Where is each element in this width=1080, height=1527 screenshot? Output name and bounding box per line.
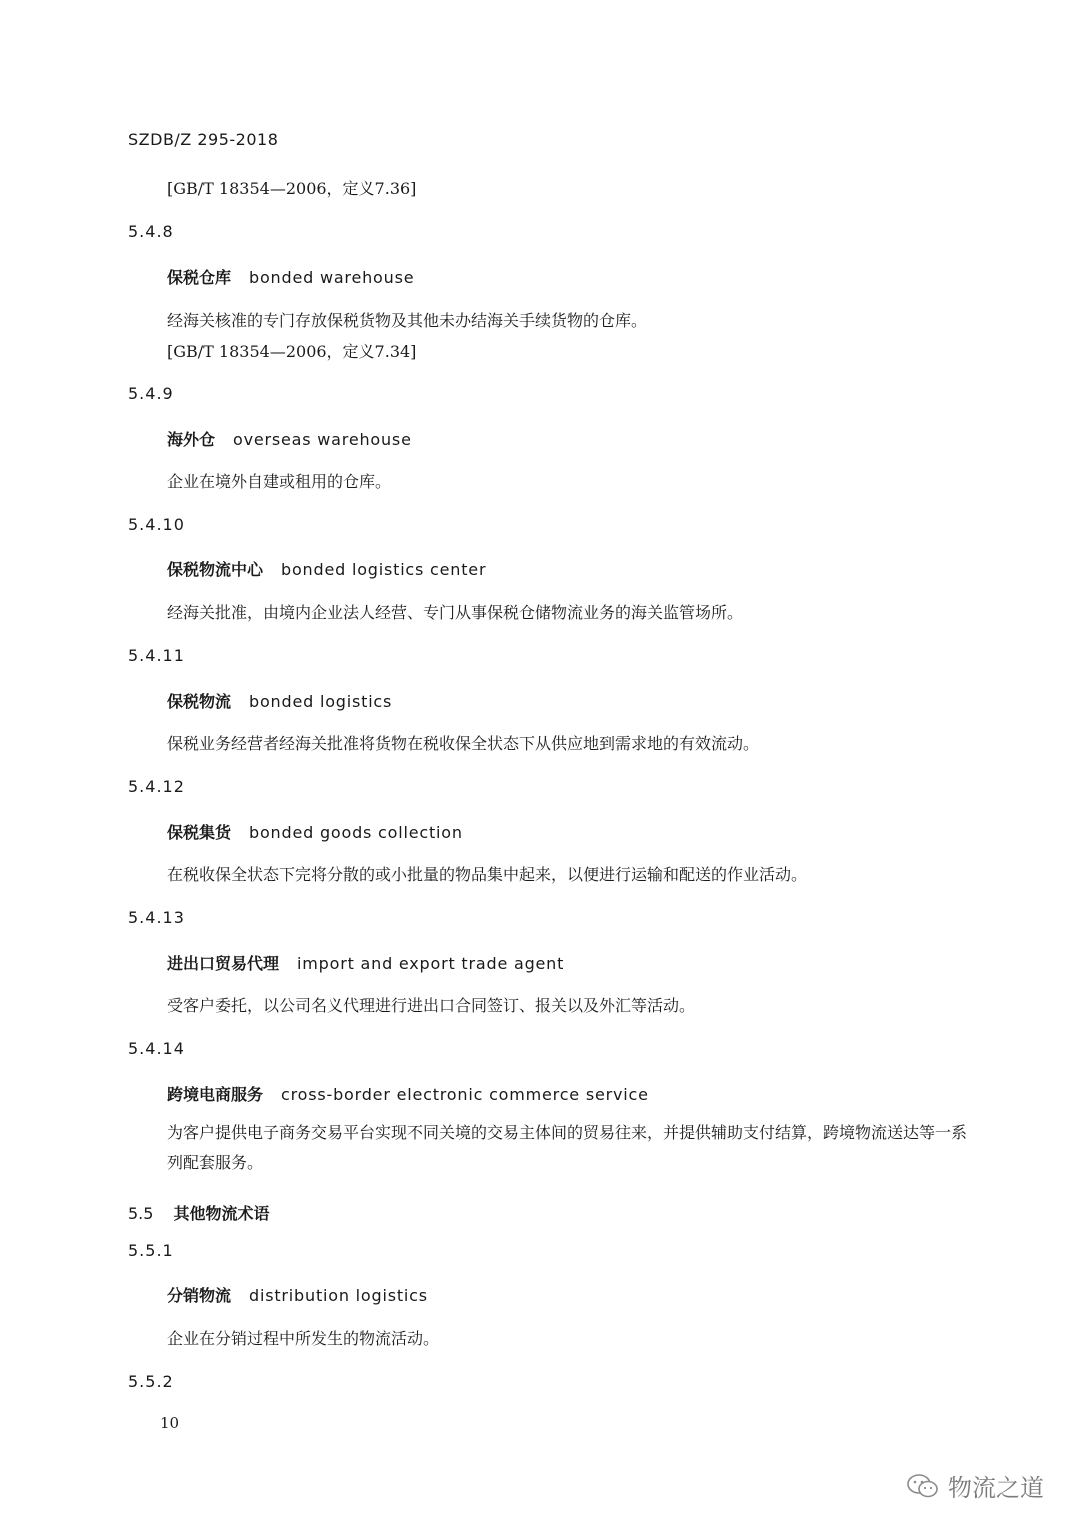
definition: 在税收保全状态下完将分散的或小批量的物品集中起来，以便进行运输和配送的作业活动。 bbox=[167, 865, 808, 884]
term-heading bbox=[167, 820, 463, 843]
term-zh: 进出口贸易代理 bbox=[167, 954, 280, 973]
term-en: bonded goods collection bbox=[249, 823, 463, 842]
definition: 保税业务经营者经海关批准将货物在税收保全状态下从供应地到需求地的有效流动。 bbox=[167, 734, 760, 753]
term-zh: 保税集货 bbox=[167, 823, 232, 842]
source-citation: [GB/T 18354—2006，定义7.34] bbox=[167, 342, 417, 361]
definition: 受客户委托，以公司名义代理进行进出口合同签订、报关以及外汇等活动。 bbox=[167, 996, 696, 1015]
term-zh: 保税物流 bbox=[167, 692, 232, 711]
definition: 经海关核准的专门存放保税货物及其他未办结海关手续货物的仓库。 bbox=[167, 311, 648, 330]
term-zh: 保税物流中心 bbox=[167, 560, 264, 579]
clause-number: 5.4.12 bbox=[128, 777, 185, 796]
term-heading bbox=[167, 557, 486, 580]
term-zh: 海外仓 bbox=[167, 430, 216, 449]
page-number: 10 bbox=[160, 1414, 180, 1432]
source-citation: [GB/T 18354—2006，定义7.36] bbox=[167, 179, 417, 198]
clause-number: 5.4.9 bbox=[128, 384, 174, 403]
term-heading bbox=[167, 1283, 428, 1306]
clause-number: 5.5.2 bbox=[128, 1372, 174, 1391]
wechat-icon bbox=[906, 1473, 940, 1499]
term-en: bonded logistics bbox=[249, 692, 393, 711]
watermark-text: 物流之道 bbox=[948, 1474, 1044, 1502]
clause-number: 5.4.11 bbox=[128, 646, 185, 665]
term-heading bbox=[167, 265, 414, 288]
term-en: cross-border electronic commerce service bbox=[281, 1085, 649, 1104]
section-title: 其他物流术语 bbox=[173, 1204, 270, 1223]
term-en: overseas warehouse bbox=[233, 430, 412, 449]
clause-number: 5.4.13 bbox=[128, 908, 185, 927]
definition: 为客户提供电子商务交易平台实现不同关境的交易主体间的贸易往来，并提供辅助支付结算，跨境物流送达等一系列配套服务。 bbox=[167, 1123, 968, 1172]
term-zh: 跨境电商服务 bbox=[167, 1085, 264, 1104]
term-heading bbox=[167, 689, 392, 712]
term-en: distribution logistics bbox=[249, 1286, 428, 1305]
definition: 企业在分销过程中所发生的物流活动。 bbox=[167, 1329, 440, 1348]
clause-number: 5.5.1 bbox=[128, 1241, 174, 1260]
clause-number: 5.4.14 bbox=[128, 1039, 185, 1058]
term-zh: 保税仓库 bbox=[167, 268, 232, 287]
term-heading bbox=[167, 427, 412, 450]
document-code-header: SZDB/Z 295-2018 bbox=[128, 130, 279, 149]
section-number: 5.5 bbox=[128, 1204, 154, 1223]
watermark bbox=[906, 1468, 1044, 1503]
clause-number: 5.4.10 bbox=[128, 515, 185, 534]
term-en: bonded logistics center bbox=[281, 560, 487, 579]
clause-number: 5.4.8 bbox=[128, 222, 174, 241]
section-heading bbox=[128, 1201, 269, 1224]
term-heading bbox=[167, 951, 564, 974]
term-heading bbox=[167, 1082, 649, 1105]
term-en: bonded warehouse bbox=[249, 268, 415, 287]
term-zh: 分销物流 bbox=[167, 1286, 232, 1305]
definition: 企业在境外自建或租用的仓库。 bbox=[167, 472, 392, 491]
term-en: import and export trade agent bbox=[297, 954, 565, 973]
definition: 经海关批准，由境内企业法人经营、专门从事保税仓储物流业务的海关监管场所。 bbox=[167, 603, 744, 622]
